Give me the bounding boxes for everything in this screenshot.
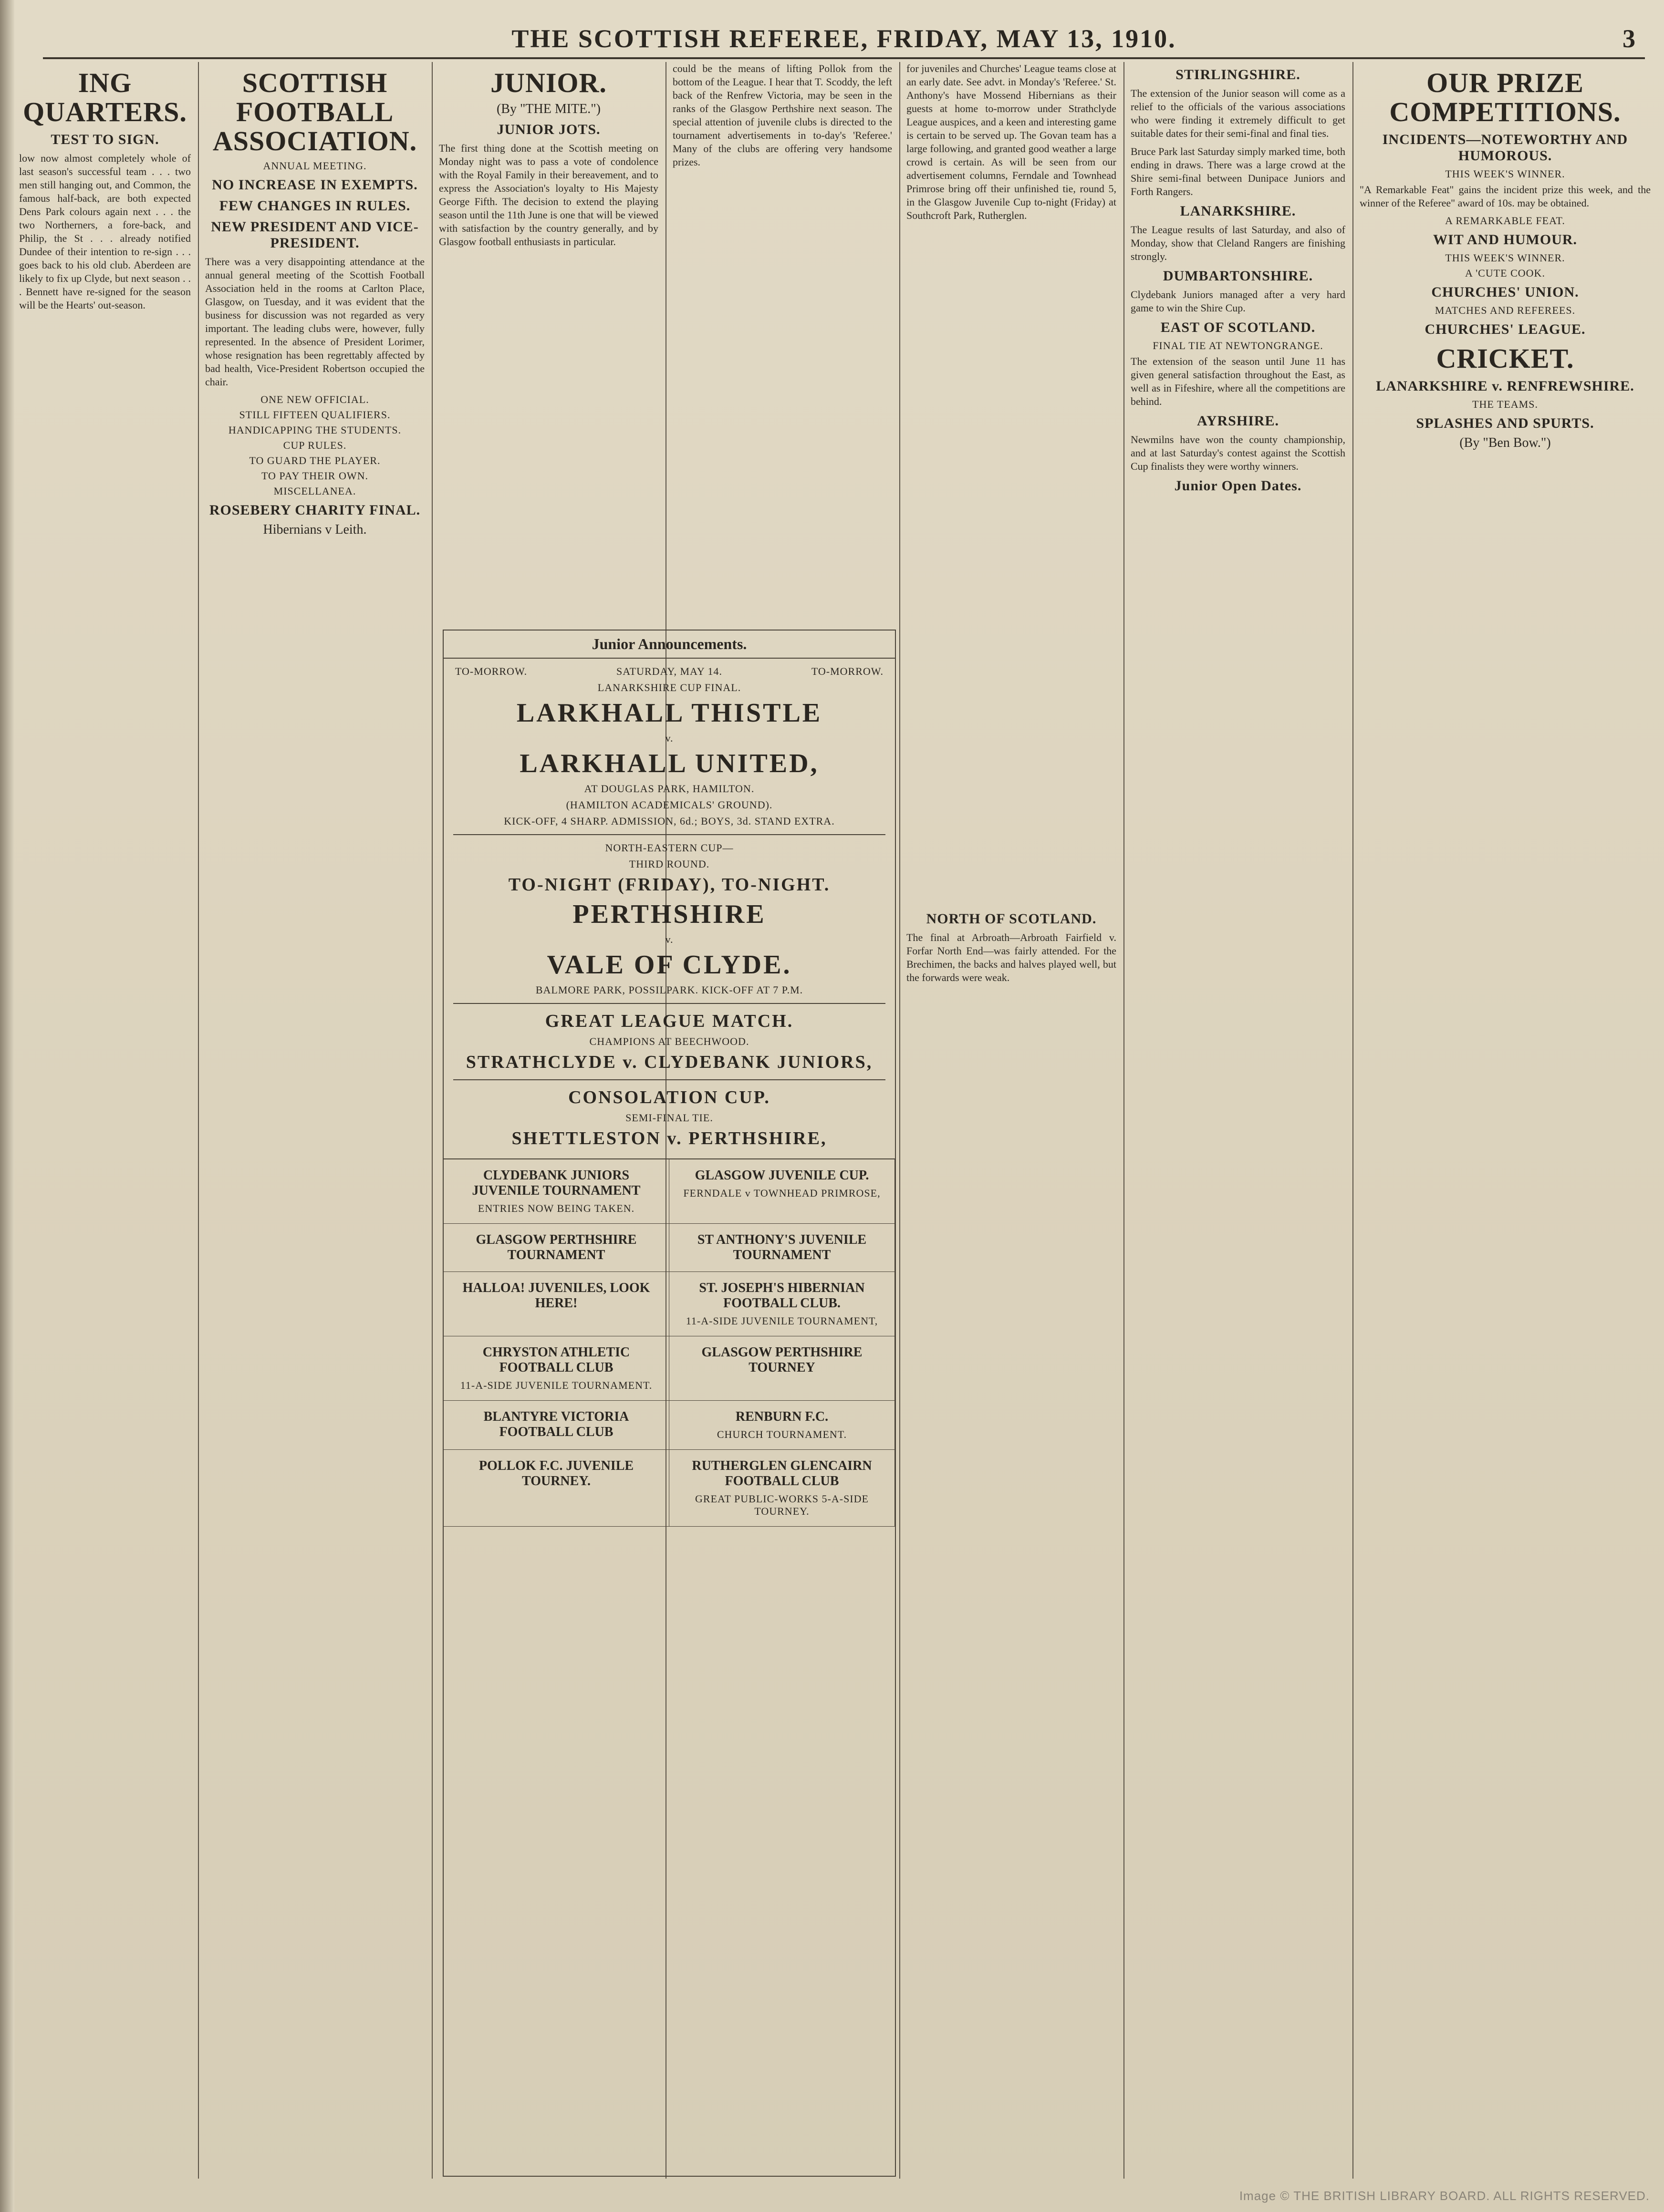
- versus-2: v.: [665, 933, 674, 945]
- sfa-sub-misc: MISCELLANEA.: [273, 485, 356, 497]
- column-1-text: low now almost completely whole of last season's successful team . . . two men still hanging out, and Common, the famous half-back, are both expected Dens Park colours again next . . . the two Northerners, a fore-back, and Philip, the St . . . already notified Dundee of their intention to re-sign . . . goes back to his old club. Aberdeen are likely to fix up Clyde, but next season . . . Bennett have re-signed for the season will be the Hearts' out-season.: [19, 152, 191, 311]
- column-rule: [1352, 62, 1353, 2179]
- ad-title: GLASGOW PERTHSHIRE TOURNAMENT: [476, 1232, 637, 1262]
- great-league-match: GREAT LEAGUE MATCH.: [545, 1011, 794, 1031]
- prize-text: "A Remarkable Feat" gains the incident prize this week, and the winner of the Referee" award of 10s. may be obtained.: [1360, 183, 1651, 209]
- page-number: 3: [1622, 24, 1635, 53]
- ad-detail: CHURCH TOURNAMENT.: [717, 1428, 847, 1440]
- ad-cell: [444, 1224, 669, 1272]
- column-rule: [1123, 62, 1124, 2179]
- sfa-sub-students: HANDICAPPING THE STUDENTS.: [228, 424, 402, 436]
- junior-jots-heading: JUNIOR JOTS.: [497, 121, 601, 137]
- ad-title: HALLOA! JUVENILES, LOOK HERE!: [462, 1281, 650, 1311]
- venue-douglas-park: AT DOUGLAS PARK, HAMILTON.: [584, 783, 755, 795]
- ayrshire-text: Newmilns have won the county championship, and at last Saturday's contest against the Scottish Cup finalists they were worthy winners.: [1131, 434, 1345, 472]
- east-scotland-text: The extension of the season until June 11 has given general satisfaction throughout the East, as well as in Fifeshire, where all the competitions are behind.: [1131, 355, 1345, 407]
- ad-cell: [669, 1224, 895, 1272]
- sfa-sub-official: ONE NEW OFFICIAL.: [260, 393, 369, 405]
- ad-title: POLLOK F.C. JUVENILE TOURNEY.: [478, 1458, 634, 1488]
- column-5-lower: [906, 906, 1116, 2179]
- column-rule: [198, 62, 199, 2179]
- north-scotland-heading: NORTH OF SCOTLAND.: [926, 911, 1097, 927]
- ad-detail: FERNDALE v TOWNHEAD PRIMROSE,: [683, 1187, 881, 1199]
- cricket-sub-match: LANARKSHIRE v. RENFREWSHIRE.: [1376, 378, 1634, 394]
- east-scotland-sub: FINAL TIE AT NEWTONGRANGE.: [1153, 340, 1323, 351]
- third-round: THIRD ROUND.: [629, 858, 710, 870]
- ad-title: RENBURN F.C.: [735, 1409, 829, 1424]
- ad-cell: [669, 1159, 895, 1224]
- semi-final-tie: SEMI-FINAL TIE.: [625, 1112, 713, 1124]
- ad-detail: ENTRIES NOW BEING TAKEN.: [478, 1202, 635, 1214]
- north-scotland-text: The final at Arbroath—Arbroath Fairfield v. Forfar North End—was fairly attended. For the Brechimen, the backs and halves played well, but the forwards were weak.: [906, 931, 1116, 983]
- masthead: [43, 19, 1645, 59]
- ad-title: CHRYSTON ATHLETIC FOOTBALL CLUB: [482, 1345, 630, 1375]
- sfa-heading: SCOTTISH FOOTBALL ASSOCIATION.: [212, 67, 417, 156]
- splashes-byline: (By "Ben Bow."): [1459, 435, 1551, 450]
- match-strathclyde-clydebank: STRATHCLYDE v. CLYDEBANK JUNIORS,: [466, 1052, 873, 1072]
- column-6: [1131, 62, 1345, 2179]
- team-larkhall-thistle: LARKHALL THISTLE: [516, 698, 822, 728]
- ad-detail: GREAT PUBLIC-WORKS 5-A-SIDE TOURNEY.: [695, 1493, 869, 1517]
- page-gutter-shadow: [0, 0, 14, 2212]
- column-5-text: for juveniles and Churches' League teams close at an early date. See advt. in Monday's 'Referee.' St. Anthony's have Mossend Hibernians as their guests at home to-morrow under Strathclyde League auspices, and a keen and interesting game is certain to be served up. The Govan team has a large following, and granted good weather a large crowd is certain. As will be seen from our advertisement columns, Ferndale and Townhead Primrose bring off their unfinished tie, round 5, in the Glasgow Juvenile Cup to-night (Friday) at Southcroft Park, Rutherglen.: [906, 62, 1116, 221]
- date-right: TO-MORROW.: [811, 665, 884, 677]
- divider: [453, 1079, 885, 1080]
- churches-union-heading: CHURCHES' UNION.: [1431, 284, 1579, 300]
- team-vale-of-clyde: VALE OF CLYDE.: [547, 950, 792, 980]
- junior-byline: (By "THE MITE."): [496, 101, 601, 116]
- ad-title: ST ANTHONY'S JUVENILE TOURNAMENT: [697, 1232, 867, 1262]
- prize-sub-feat: A REMARKABLE FEAT.: [1445, 214, 1565, 227]
- divider: [453, 1003, 885, 1004]
- sfa-sub-player: TO GUARD THE PLAYER.: [249, 454, 381, 466]
- ad-title: RUTHERGLEN GLENCAIRN FOOTBALL CLUB: [692, 1458, 872, 1488]
- ad-cell: [444, 1336, 669, 1401]
- wit-sub-cook: A 'CUTE COOK.: [1465, 267, 1545, 279]
- ad-detail: 11-A-SIDE JUVENILE TOURNAMENT.: [460, 1379, 653, 1391]
- ad-cell: [669, 1450, 895, 1527]
- sfa-body-text: There was a very disappointing attendance at the annual general meeting of the Scottish Football Association held in the rooms at Carlton Place, Glasgow, on Tuesday, and it was evident that the business for discussion was not regarded as very important. The leading clubs were, however, fully represented. In the absence of President Lorimer, whose resignation has been regrettably affected by bad health, Vice-President Robertson occupied the chair.: [205, 255, 425, 388]
- kickoff-1: KICK-OFF, 4 SHARP. ADMISSION, 6d.; BOYS, 3d. STAND EXTRA.: [504, 815, 835, 827]
- ad-title: CLYDEBANK JUNIORS JUVENILE TOURNAMENT: [472, 1168, 641, 1198]
- champions-beechwood: CHAMPIONS AT BEECHWOOD.: [589, 1035, 749, 1047]
- ad-detail: 11-A-SIDE JUVENILE TOURNAMENT,: [686, 1315, 878, 1327]
- date-mid: SATURDAY, MAY 14.: [616, 665, 722, 677]
- column-4: [673, 62, 892, 619]
- date-left: TO-MORROW.: [455, 665, 528, 677]
- sfa-sub-exempts: NO INCREASE IN EXEMPTS.: [212, 176, 418, 193]
- tonight-banner: TO-NIGHT (FRIDAY), TO-NIGHT.: [508, 875, 831, 895]
- churches-league-heading: CHURCHES' LEAGUE.: [1425, 321, 1586, 337]
- dumbartonshire-heading: DUMBARTONSHIRE.: [1163, 268, 1313, 284]
- column-4-text: could be the means of lifting Pollok from the bottom of the League. I hear that T. Scoddy, the left back of the Renfrew Victoria, may be seen in the ranks of the Glasgow Perthshire next season. The special attention of juvenile clubs is directed to the tournament advertisements in to-day's 'Referee.' Many of the clubs are offering very handsome prizes.: [673, 62, 892, 168]
- ayrshire-heading: AYRSHIRE.: [1196, 413, 1279, 429]
- date-line: [444, 659, 895, 678]
- splashes-heading: SPLASHES AND SPURTS.: [1416, 415, 1594, 431]
- cricket-heading: CRICKET.: [1436, 342, 1574, 374]
- ad-cell: [444, 1450, 669, 1527]
- ad-title: GLASGOW PERTHSHIRE TOURNEY: [701, 1345, 863, 1375]
- prize-heading: OUR PRIZE COMPETITIONS.: [1389, 67, 1621, 127]
- column-2: [205, 62, 425, 2179]
- column-1-subheading: TEST TO SIGN.: [51, 131, 159, 147]
- dumbartonshire-text: Clydebank Juniors managed after a very hard game to win the Shire Cup.: [1131, 289, 1345, 314]
- venue-balmore-park: BALMORE PARK, POSSILPARK. KICK-OFF AT 7 P.M.: [535, 984, 803, 996]
- rosebery-sub: Hibernians v Leith.: [263, 522, 367, 537]
- venue-hamilton-note: (HAMILTON ACADEMICALS' GROUND).: [566, 799, 773, 811]
- junior-announcements-box: [443, 630, 896, 2177]
- rosebery-heading: ROSEBERY CHARITY FINAL.: [209, 502, 421, 518]
- wit-heading: WIT AND HUMOUR.: [1433, 231, 1577, 248]
- team-larkhall-united: LARKHALL UNITED,: [520, 749, 819, 778]
- column-rule: [432, 62, 433, 2179]
- sfa-sub-president: NEW PRESIDENT AND VICE-PRESIDENT.: [211, 218, 419, 251]
- divider: [453, 834, 885, 835]
- column-7: [1360, 62, 1651, 2179]
- churches-union-sub: MATCHES AND REFEREES.: [1435, 304, 1576, 316]
- column-3: [439, 62, 658, 619]
- north-eastern-cup: NORTH-EASTERN CUP—: [605, 842, 734, 854]
- lanarkshire-heading: LANARKSHIRE.: [1180, 203, 1296, 219]
- east-scotland-heading: EAST OF SCOTLAND.: [1160, 320, 1316, 335]
- match-shettleston-perthshire: SHETTLESTON v. PERTHSHIRE,: [511, 1128, 827, 1148]
- copyright-credit: Image © THE BRITISH LIBRARY BOARD. ALL RIGHTS RESERVED.: [1239, 2189, 1650, 2203]
- junior-open-dates-heading: Junior Open Dates.: [1174, 478, 1302, 494]
- wit-sub-winner: THIS WEEK'S WINNER.: [1445, 251, 1565, 264]
- lanarkshire-text: The League results of last Saturday, and also of Monday, show that Cleland Rangers are finishing strongly.: [1131, 224, 1345, 262]
- stirlingshire-heading: STIRLINGSHIRE.: [1175, 67, 1300, 83]
- column-rule: [899, 62, 900, 2179]
- ad-title: ST. JOSEPH'S HIBERNIAN FOOTBALL CLUB.: [699, 1281, 865, 1311]
- lanarkshire-cup-final: LANARKSHIRE CUP FINAL.: [597, 682, 741, 693]
- ad-cell: [669, 1401, 895, 1450]
- ad-cell: [444, 1401, 669, 1450]
- cricket-sub-teams: THE TEAMS.: [1472, 398, 1538, 410]
- ad-cell: [669, 1272, 895, 1336]
- sfa-sub-rules: FEW CHANGES IN RULES.: [219, 197, 411, 214]
- ad-cell: [669, 1336, 895, 1401]
- prize-sub-winner: THIS WEEK'S WINNER.: [1445, 167, 1565, 180]
- prize-sub-incidents: INCIDENTS—NOTEWORTHY AND HUMOROUS.: [1382, 131, 1628, 164]
- sfa-sub-cup-rules: CUP RULES.: [283, 439, 347, 451]
- masthead-title: THE SCOTTISH REFEREE, FRIDAY, MAY 13, 1910.: [511, 24, 1176, 53]
- sfa-sub-qualifiers: STILL FIFTEEN QUALIFIERS.: [239, 408, 391, 421]
- sfa-sub-pay: TO PAY THEIR OWN.: [261, 469, 368, 482]
- ad-title: GLASGOW JUVENILE CUP.: [695, 1168, 869, 1183]
- stirlingshire-text-2: Bruce Park last Saturday simply marked time, both ending in draws. There was a large crowd at the Shire semi-final between Dunipace Juniors and Forth Rangers.: [1131, 145, 1345, 197]
- sfa-sub-annual: ANNUAL MEETING.: [263, 159, 367, 172]
- ad-cell: [444, 1272, 669, 1336]
- ad-title: BLANTYRE VICTORIA FOOTBALL CLUB: [483, 1409, 629, 1439]
- ad-cell: [444, 1159, 669, 1224]
- consolation-cup: CONSOLATION CUP.: [568, 1087, 770, 1107]
- tournament-ads-grid: [444, 1158, 895, 1527]
- column-1-heading: ING QUARTERS.: [23, 67, 187, 127]
- junior-body-text: The first thing done at the Scottish meeting on Monday night was to pass a vote of condolence with the Royal Family in their bereavement, and to express the Association's loyalty to His Majesty George Fifth. The decision to extend the playing season until the 11th June is one that will be viewed with satisfaction by the country generally, and by Glasgow football enthusiasts in particular.: [439, 142, 658, 248]
- stirlingshire-text: The extension of the Junior season will come as a relief to the officials of the various associations who were finding it extremely difficult to get suitable dates for their semi-final and final ties.: [1131, 87, 1345, 139]
- versus-1: v.: [665, 732, 674, 744]
- junior-heading: JUNIOR.: [490, 67, 607, 98]
- announcements-title: Junior Announcements.: [444, 631, 895, 659]
- column-1: [19, 62, 191, 2179]
- team-perthshire: PERTHSHIRE: [572, 899, 766, 929]
